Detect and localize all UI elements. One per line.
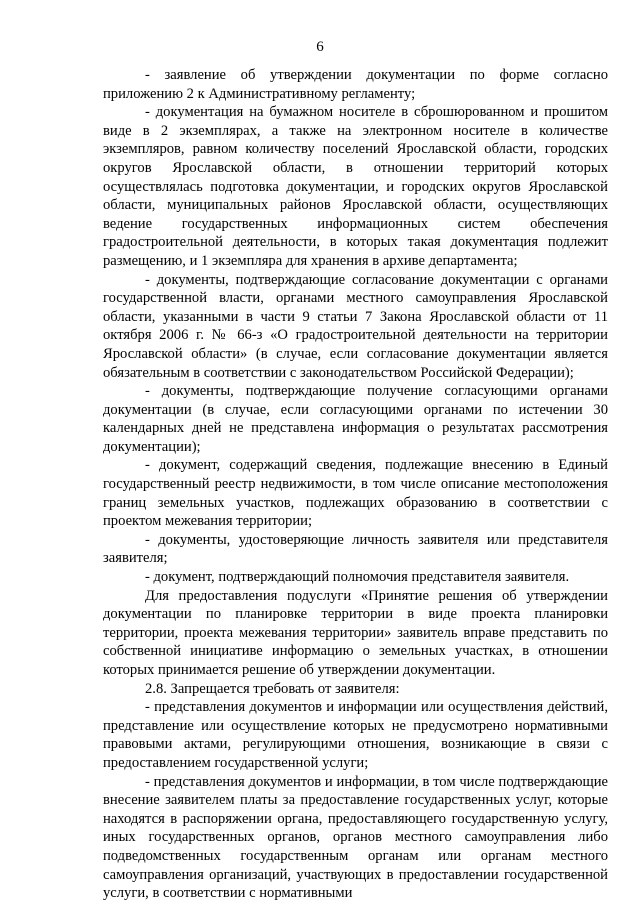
paragraph-approval-documents: - документы, подтверждающие согласование документации с органами государственной власти, органами местного самоуправления Ярославской области, указанными в части 9 статьи 7 Закона Ярославской области от 11 октября 2006 г. № 66-з «О градостроительной деятельности на территории Ярославской области» (в случае, если согласование документации является обязательным в соответствии с законодательством Российской Федерации); [103, 271, 608, 381]
paragraph-section-2-8: 2.8. Запрещается требовать от заявителя: [145, 680, 400, 697]
paragraph-prohibited-requirements: - представления документов и информации или осуществления действий, представление или осуществление которых не предусмотрено нормативными правовыми актами, регулирующими отношения, возникающие в связи с предоставлением государственной услуги; [103, 699, 608, 771]
paragraph-registry-information: - документ, содержащий сведения, подлежащие внесению в Единый государственный реестр недвижимости, в том числе описание местоположения границ земельных участков, подлежащих образованию в соответствии с проектом межевания территории; [103, 457, 608, 530]
paragraph-application-form: - заявление об утверждении документации по форме согласно приложению 2 к Административному регламенту; [103, 67, 608, 102]
document-body [103, 66, 608, 903]
paragraph-identity-documents: - документы, удостоверяющие личность заявителя или представителя заявителя; [103, 531, 608, 567]
paragraph-prohibited-documents: - представления документов и информации, в том числе подтверждающие внесение заявителем платы за предоставление государственных услуг, которые находятся в распоряжении органа, предоставляющего государственную услугу, иных государственных органов, органов местного самоуправления либо подведомственных государственным органам или органам местного самоуправления организаций, участвующих в предоставлении государственной услуги, в соответствии с нормативными [103, 773, 608, 902]
page-number: 6 [316, 39, 324, 55]
paragraph-representative-authority: - документ, подтверждающий полномочия представителя заявителя. [145, 569, 570, 586]
paragraph-optional-information: Для предоставления подуслуги «Принятие решения об утверждении документации по планировке территории в виде проекта планировки территории, проекта межевания территории» заявитель вправе представить по собственной инициативе информацию о земельных участках, в отношении которых принимается решение об утверждении документации. [103, 587, 608, 678]
paragraph-receipt-confirmation: - документы, подтверждающие получение согласующими органами документации (в случае, если согласующими органами по истечении 30 календарных дней не представлена информация о результатах рассмотрения документации); [103, 383, 608, 455]
paragraph-documentation-copies: - документация на бумажном носителе в сброшюрованном и прошитом виде в 2 экземплярах, а также на электронном носителе в количестве экземпляров, равном количеству поселений Ярославской области, городских округов Ярославской области, в отношении территорий которых осуществлялась подготовка документации, и городских округов Ярославской области, муниципальных районов Ярославской области, осуществляющих ведение государственных информационных систем обеспечения градостроительной деятельности, в которых такая документация подлежит размещению, и 1 экземпляра для хранения в архиве департамента; [103, 104, 608, 269]
